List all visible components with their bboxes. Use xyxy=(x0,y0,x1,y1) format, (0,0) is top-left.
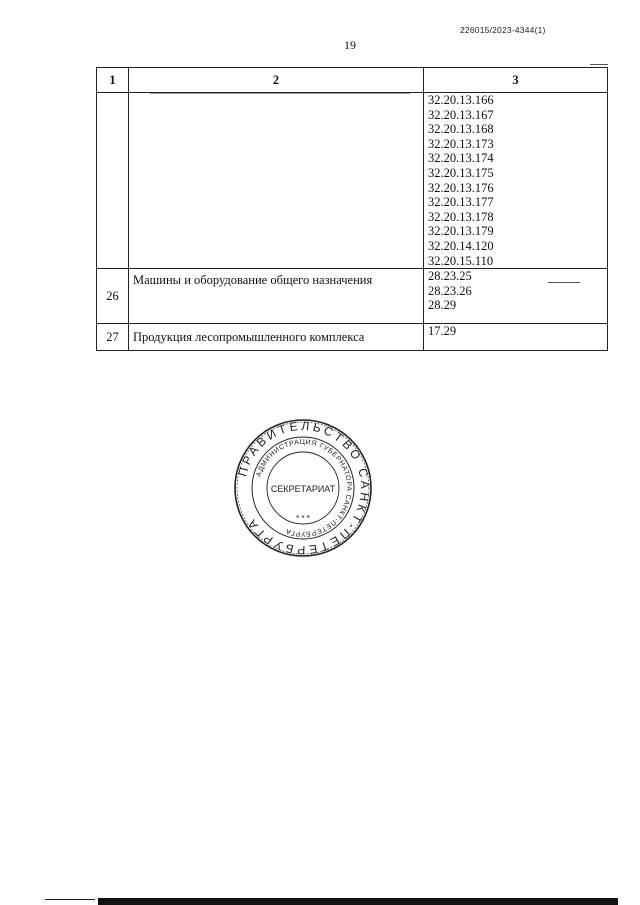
code-item: 17.29 xyxy=(428,324,457,339)
code-item: 32.20.13.167 xyxy=(428,107,494,122)
seal-star-icon: * * * xyxy=(296,514,310,523)
column-header-2: 2 xyxy=(129,68,424,93)
table-row xyxy=(97,269,608,324)
code-item: 32.20.13.178 xyxy=(428,209,494,224)
document-id: 226015/2023-4344(1) xyxy=(460,25,546,35)
code-item: 32.20.13.168 xyxy=(428,122,494,137)
code-item: 32.20.13.177 xyxy=(428,195,494,210)
table-row-continued xyxy=(97,93,608,269)
bottom-line xyxy=(45,899,95,900)
column-header-3: 3 xyxy=(424,68,608,93)
table-cell-codes xyxy=(424,93,608,269)
table-cell-name xyxy=(129,269,424,324)
table-cell-name xyxy=(129,93,424,269)
official-seal-stamp xyxy=(232,418,374,558)
table-row xyxy=(97,324,608,351)
code-item: 28.29 xyxy=(428,298,457,313)
code-item: 28.23.26 xyxy=(428,283,472,298)
table-cell-num: 26 xyxy=(97,269,129,324)
code-item: 32.20.15.110 xyxy=(428,253,494,268)
code-item: 32.20.13.179 xyxy=(428,224,494,239)
table-cell-codes xyxy=(424,324,608,351)
scan-artifact-line xyxy=(590,64,608,65)
table-cell-num xyxy=(97,93,129,269)
code-item: 28.23.25 xyxy=(428,269,472,284)
products-table xyxy=(96,67,608,351)
seal-outer-text: ПРАВИТЕЛЬСТВО САНКТ-ПЕТЕРБУРГА xyxy=(235,418,373,558)
code-item: 32.20.13.174 xyxy=(428,151,494,166)
table-cell-num: 27 xyxy=(97,324,129,351)
code-item: 32.20.13.175 xyxy=(428,165,494,180)
code-item: 32.20.13.176 xyxy=(428,180,494,195)
code-item: 32.20.13.173 xyxy=(428,136,494,151)
seal-inner-text: АДМИНИСТРАЦИЯ ГУБЕРНАТОРА САНКТ-ПЕТЕРБУРГА xyxy=(255,438,353,538)
table-header-row xyxy=(97,68,608,93)
page-number: 19 xyxy=(344,38,356,52)
code-item: 32.20.13.166 xyxy=(428,93,494,107)
table-cell-name: Продукция лесопромышленного комплекса xyxy=(129,324,424,351)
table-cell-codes xyxy=(424,269,608,324)
code-item: 32.20.14.120 xyxy=(428,238,494,253)
bottom-bar xyxy=(98,898,618,905)
seal-center-text: СЕКРЕТАРИАТ xyxy=(270,484,336,494)
column-header-1: 1 xyxy=(97,68,129,93)
row-name-text: Машины и оборудование общего назначения xyxy=(133,273,373,288)
